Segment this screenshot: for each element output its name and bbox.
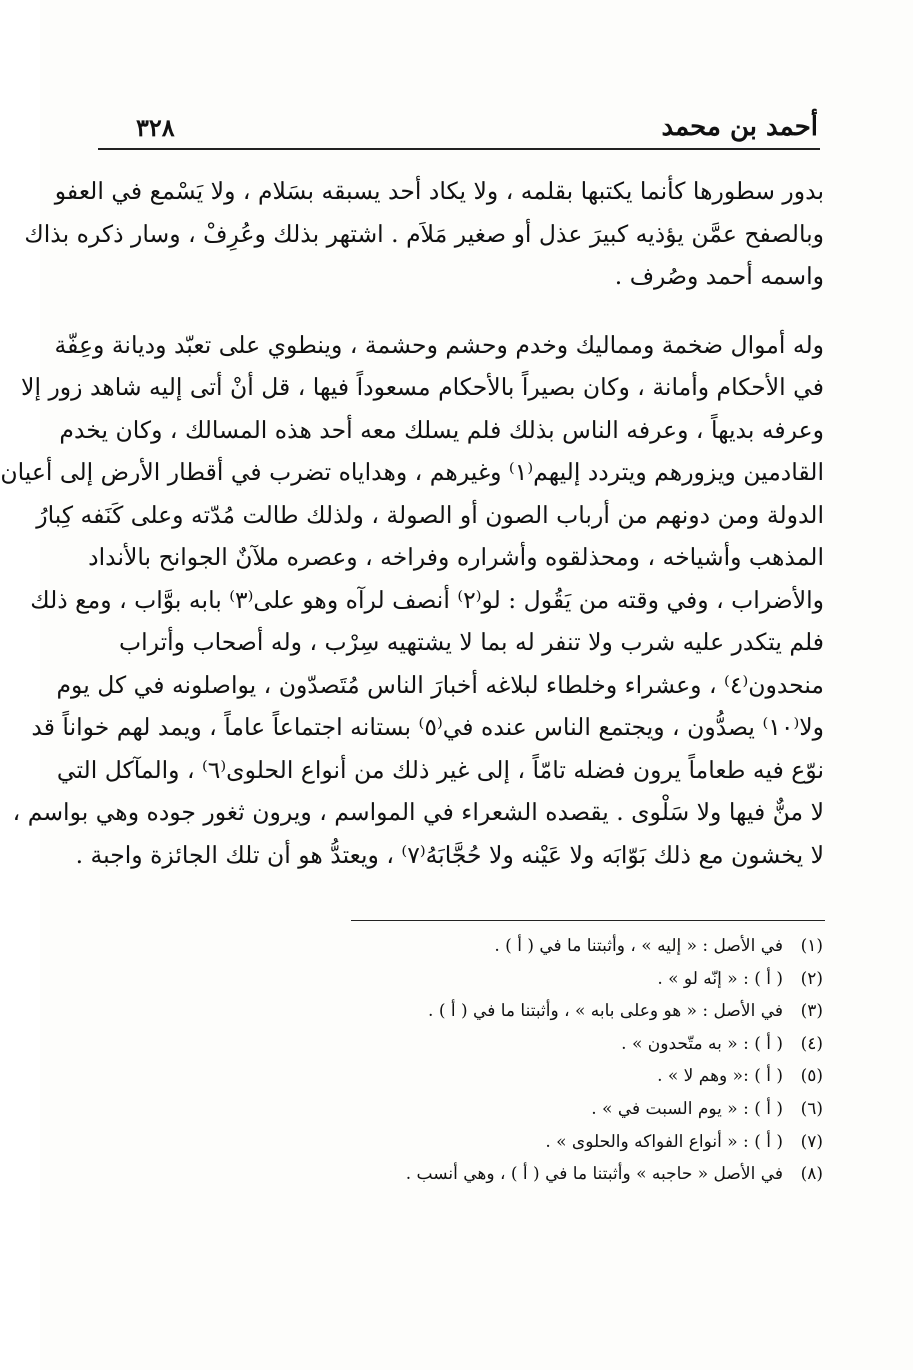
footnote-number: (١) — [800, 936, 823, 956]
footnote-number: (٣) — [800, 1001, 823, 1022]
footnote — [143, 1060, 823, 1093]
footnote — [143, 1028, 823, 1061]
footnote — [143, 1126, 823, 1159]
text-line: واسمه أحمد وصُرف . — [614, 262, 824, 290]
footnote-number: (٤) — [800, 1033, 823, 1054]
footnote — [143, 963, 823, 996]
text-line: منحدون⁽٤⁾ ، وعشراء وخلطاء لبلاغه أخبارَ الناس مُتَصدّون ، يواصلونه في كل يوم — [56, 670, 824, 699]
footnote-number: (٥) — [800, 1066, 823, 1087]
footnote-number: (٧) — [800, 1131, 823, 1152]
footnote-text: في الأصل : « إليه » ، وأثبتنا ما في ( أ ) . — [494, 936, 783, 956]
main-text — [0, 170, 824, 876]
footnote — [143, 1093, 823, 1126]
text-line: المذهب وأشياخه ، ومحذلقوه وأشراره وفراخه ، وعصره ملآنٌ الجوانح بالأنداد — [88, 543, 824, 571]
text-line: والأضراب ، وفي وقته من يَقُول : لو⁽٢⁾ أنصف لرآه وهو على⁽٣⁾ بابه بوَّاب ، ومع ذلك — [30, 585, 824, 614]
text-line: الدولة ومن دونهم من أرباب الصون أو الصولة ، ولذلك طالت مُدّته وعلى كَنَفه كِبارُ — [36, 500, 824, 529]
footnote-number: (٢) — [800, 968, 823, 989]
footnote-number: (٨) — [800, 1164, 823, 1185]
text-line: في الأحكام وأمانة ، وكان بصيراً بالأحكام مسعوداً فيها ، قل أنْ أتى إليه شاهد زور إلا — [21, 373, 824, 401]
footnote-text: ( أ ) : « إنّه لو » . — [657, 968, 783, 989]
footnote-text: في الأصل « حاجبه » وأثبتنا ما في ( أ ) ، وهي أنسب . — [405, 1164, 783, 1185]
footnote-text: في الأصل : « هو وعلى بابه » ، وأثبتنا ما في ( أ ) . — [428, 1001, 783, 1022]
footnote-text: ( أ ) : « أنواع الفواكه والحلوى » . — [545, 1131, 783, 1152]
footnote — [143, 930, 823, 963]
footnote-text: ( أ ) : « يوم السبت في » . — [591, 1098, 783, 1119]
paragraph-1 — [24, 170, 824, 298]
page-number: ٣٢٨ — [136, 113, 175, 142]
footnote — [143, 995, 823, 1028]
text-line: وبالصفح عمَّن يؤذيه كبيرَ عذل أو صغير مَلاَم . اشتهر بذلك وعُرِفْ ، وسار ذكره بذاك — [24, 219, 824, 248]
text-line: بدور سطورها كأنما يكتبها بقلمه ، ولا يكاد أحد يسبقه بسَلام ، ولا يَسْمع في العفو — [54, 177, 824, 205]
text-line: فلم يتكدر عليه شرب ولا تنفر له بما لا يشتهيه سِرْب ، وله أصحاب وأتراب — [118, 628, 824, 656]
paragraph-2 — [0, 324, 824, 877]
text-line: لا منٌّ فيها ولا سَلْوى . يقصده الشعراء في المواسم ، ويرون ثغور جوده وهي بواسم ، — [12, 798, 824, 826]
text-line: وعرفه بديهاً ، وعرفه الناس بذلك فلم يسلك معه أحد هذه المسالك ، وكان يخدم — [59, 415, 824, 444]
footnote-text: ( أ ) :« وهم لا » . — [657, 1066, 783, 1087]
running-header — [98, 108, 820, 150]
text-line: وله أموال ضخمة ومماليك وخدم وحشم وحشمة ، وينطوي على تعبّد وديانة وعِفّة — [54, 330, 824, 359]
footnotes — [143, 930, 823, 1191]
text-line: ولا⁽١٠⁾ يصدُّون ، ويجتمع الناس عنده في⁽٥⁾ بستانه اجتماعاً عاماً ، ويمد لهم خواناً قد — [31, 713, 824, 741]
footnote — [143, 1158, 823, 1191]
footnote-text: ( أ ) : « به متّحدون » . — [621, 1033, 783, 1054]
text-line: لا يخشون مع ذلك بَوّابَه ولا عَيْنه ولا حُجَّابَهُ⁽٧⁾ ، ويعتدُّ هو أن تلك الجائزة واجبة . — [75, 840, 824, 869]
footnote-number: (٦) — [800, 1098, 823, 1119]
text-line: القادمين ويزورهم ويتردد إليهم⁽١⁾ وغيرهم ، وهداياه تضرب في أقطار الأرض إلى أعيان — [0, 458, 824, 486]
footnote-divider — [351, 920, 825, 921]
header-title: أحمد بن محمد — [661, 112, 818, 142]
text-line: نوّع فيه طعاماً يرون فضله تامّاً ، إلى غير ذلك من أنواع الحلوى⁽٦⁾ ، والمآكل التي — [56, 755, 824, 784]
